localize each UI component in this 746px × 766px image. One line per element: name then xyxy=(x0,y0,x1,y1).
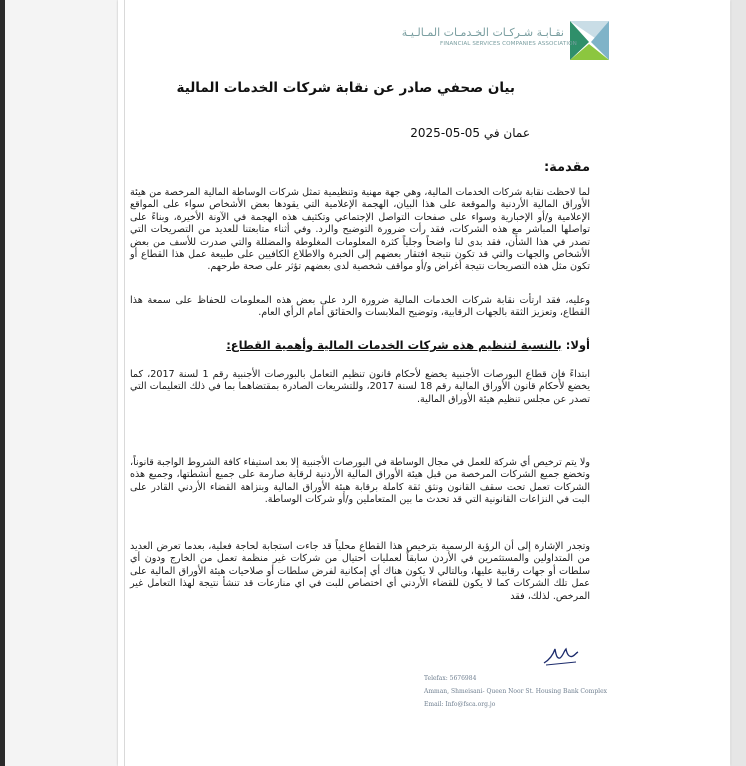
viewer-right-margin xyxy=(731,0,746,766)
footer-email: Email: Info@fsca.org.jo xyxy=(424,701,496,708)
logo-arabic-name: نقـابـة شـركـات الخـدمـات المـالـيـة xyxy=(401,26,564,39)
section-one-paragraph-3: وتجدر الإشارة إلى أن الرؤية الرسمية بترخيص هذا القطاع محلياً قد جاءت استجابة لحاجة فعلية، بعدما تعرض العديد من المتداولين والمستثمرين في الأردن سابقاً لعمليات احتيال من شركات غير منظمة تعمل من الخارج ودون أي سلطات أو جهات رقابية عليها، وبالتالي لا يكون هناك أي إمكانية لفرض سلطات أو صلاحيات هيئة الأوراق المالية على عمل تلك الشركات كما لا يكون للقضاء الأردني أي اختصاص للبت في اي منازعات قد تنشأ نتيجة لهذا التعامل غير المرخص. لذلك، فقد xyxy=(130,541,590,602)
page-edge-line xyxy=(124,0,125,766)
section-one-prefix: أولا: xyxy=(565,338,590,352)
viewer-left-edge xyxy=(0,0,5,766)
footer-telefax: Telefax: 5676984 xyxy=(424,675,477,682)
release-date: عمان في 05-05-2025 xyxy=(410,126,530,140)
section-one-title: بالنسبة لتنظيم هذه شركات الخدمات المالية وأهمية القطاع: xyxy=(226,338,562,352)
intro-paragraph-1: لما لاحظت نقابة شركات الخدمات المالية، وهي جهة مهنية وتنظيمية تمثل شركات الوساطة المالية المرخصة من هيئة الأوراق المالية الأردنية والموقعة على هذا البيان، الهجمة الإعلامية التي يقودها بعض الأشخاص سواء على المواقع الإعلامية و/أو الإخبارية وسواء على صفحات التواصل الإجتماعي وتكثيف هذه الهجمة في الآونة الأخيرة، وبناءً على تواصلها المباشر مع هذه الشركات، فقد رأت ضرورة التوضيح والرد. وفي أثناء متابعتنا للعديد من التصريحات التي تصدر في هذا الشأن، فقد بدى لنا واضحاً وجلياً كثرة المعلومات المغلوطة والمضللة والتي صدرت للأسف من بعض الأشخاص والجهات والتي قد تكون نتيجة افتقار بعضهم إلى الخبرة والاطلاع الكافيين على طبيعة عمل هذا القطاع أو تكون مثل هذه التصريحات نتيجة أغراض و/أو مواقف شخصية لدى بعضهم تؤثر على صحة طرحهم. xyxy=(130,187,590,273)
intro-heading: مقدمة: xyxy=(543,160,590,175)
logo-english-name: FINANCIAL SERVICES COMPANIES ASSOCIATION xyxy=(440,41,577,47)
signature-icon xyxy=(540,643,580,669)
section-one-heading xyxy=(226,338,590,352)
press-release-title: بيان صحفي صادر عن نقابة شركات الخدمات المالية xyxy=(176,80,515,96)
footer-address: Amman, Shmeisani- Queen Noor St. Housing Bank Complex xyxy=(424,688,608,695)
section-one-paragraph-2: ولا يتم ترخيص أي شركة للعمل في مجال الوساطة في البورصات الأجنبية إلا بعد استيفاء كافة الشروط الواجبة قانوناً، وتخضع جميع الشركات المرخصة من قبل هيئة الأوراق المالية الأردنية لرقابة صارمة على جميع أنشطتها، وجميع هذه الشركات تعمل تحت سقف القانون ونثق ثقة كاملة برقابة هيئة الأوراق المالية وبنزاهة القضاء الأردني القادر على البت في النزاعات القانونية التي قد تحدث ما بين المتعاملين و/أو شركات الوساطة. xyxy=(130,457,590,506)
section-one-paragraph-1: ابتداءً فإن قطاع البورصات الأجنبية يخضع لأحكام قانون تنظيم التعامل بالبورصات الأجنبية رقم 1 لسنة 2017، كما يخضع لأحكام قانون الأوراق المالية رقم 18 لسنة 2017، وللتشريعات الصادرة بمقتضاهما بما في ذلك التعليمات التي تصدر عن مجلس تنظيم هيئة الأوراق المالية. xyxy=(130,369,591,405)
footer-contact xyxy=(424,672,607,711)
intro-paragraph-2: وعليه، فقد ارتأت نقابة شركات الخدمات المالية ضرورة الرد على بعض هذه المعلومات للحفاظ على سمعة هذا القطاع، وتعزيز الثقة بالجهات الرقابية، وتوضيح الملابسات والحقائق أمام الرأي العام. xyxy=(130,295,590,319)
